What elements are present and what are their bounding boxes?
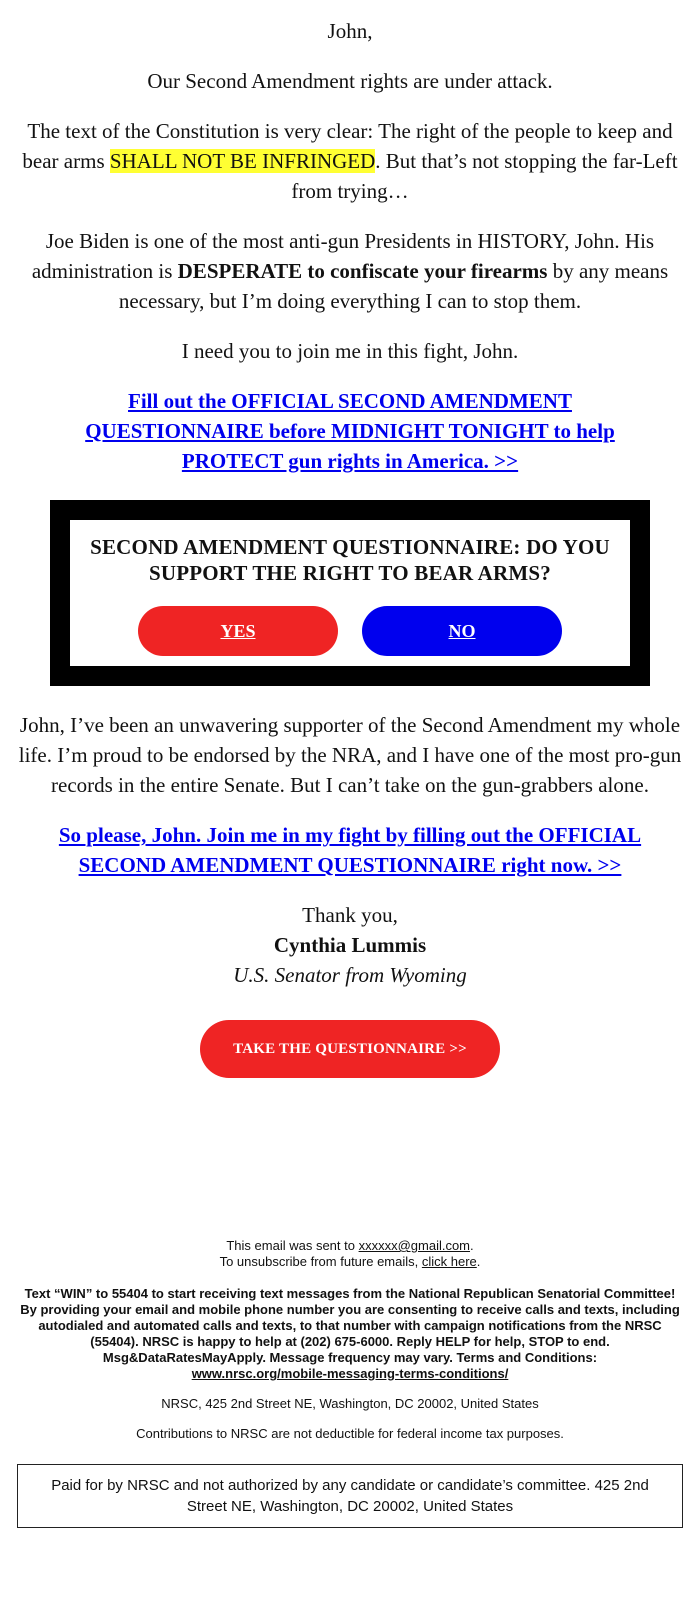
signature-thanks: Thank you, — [302, 903, 398, 927]
biden-bold-text: DESPERATE to confiscate your firearms — [177, 259, 548, 283]
paragraph-supporter: John, I’ve been an unwavering supporter of the Second Amendment my whole life. I’m proud to be endorsed by the NRA, and I have one of the most pro-gun records in the entire Senate. But I can’t take on the gun-grabbers alone. — [18, 713, 682, 797]
paragraph-biden — [10, 226, 690, 316]
biden-text-before: Joe Biden is one of the most anti-gun Presidents in HISTORY, John. His administration is — [31, 229, 655, 283]
highlight-shall-not-be-infringed: SHALL NOT BE INFRINGED — [109, 149, 376, 173]
sent-to-suffix: . — [470, 1238, 474, 1253]
take-questionnaire-button[interactable]: TAKE THE QUESTIONNAIRE >> — [200, 1020, 500, 1078]
unsubscribe-link[interactable]: click here — [421, 1254, 477, 1269]
questionnaire-link-top[interactable]: Fill out the OFFICIAL SECOND AMENDMENT QUESTIONNAIRE before MIDNIGHT TONIGHT to help PROTECT gun rights in America. >> — [85, 389, 615, 473]
greeting: John, — [327, 19, 373, 43]
questionnaire-box — [50, 500, 650, 686]
unsubscribe-prefix: To unsubscribe from future emails, — [219, 1254, 422, 1269]
sent-to-prefix: This email was sent to — [226, 1238, 359, 1253]
footer — [10, 1238, 690, 1528]
address-line: NRSC, 425 2nd Street NE, Washington, DC 20002, United States — [161, 1396, 539, 1411]
questionnaire-title: SECOND AMENDMENT QUESTIONNAIRE: DO YOU SUPPORT THE RIGHT TO BEAR ARMS? — [90, 535, 610, 585]
signature-title: U.S. Senator from Wyoming — [233, 963, 467, 987]
tax-note: Contributions to NRSC are not deductible for federal income tax purposes. — [136, 1426, 564, 1441]
signature-block — [10, 900, 690, 990]
questionnaire-inner — [70, 520, 630, 666]
paragraph-attack: Our Second Amendment rights are under attack. — [147, 69, 553, 93]
recipient-email-link[interactable]: xxxxxx@gmail.com — [358, 1238, 471, 1253]
biden-text-after: by any means necessary, but I’m doing everything I can to stop them. — [118, 259, 669, 313]
paragraph-constitution — [10, 116, 690, 206]
sms-terms — [10, 1286, 690, 1382]
link-paragraph-2 — [10, 820, 690, 880]
sms-terms-text: Text “WIN” to 55404 to start receiving text messages from the National Republican Senatorial Committee! By providing your email and mobile phone number you are consenting to receive calls and texts, including autodialed and automated calls and texts, to that number with campaign notifications from the NRSC (55404). NRSC is happy to help at (202) 675-6000. Reply HELP for help, STOP to end. Msg&DataRatesMayApply. Message frequency may vary. Terms and Conditions: — [20, 1286, 680, 1365]
unsubscribe-suffix: . — [476, 1254, 481, 1269]
answer-button-row — [70, 606, 630, 656]
paid-for-disclaimer: Paid for by NRSC and not authorized by any candidate or candidate’s committee. 425 2nd Street NE, Washington, DC 20002, United States — [17, 1464, 683, 1528]
terms-link[interactable]: www.nrsc.org/mobile-messaging-terms-conditions/ — [191, 1366, 509, 1381]
email-body — [10, 0, 690, 1528]
constitution-text-after: . But that’s not stopping the far-Left from trying… — [291, 149, 678, 203]
no-button[interactable]: NO — [362, 606, 562, 656]
signature-name: Cynthia Lummis — [273, 933, 427, 957]
paragraph-join: I need you to join me in this fight, John. — [181, 339, 519, 363]
constitution-text-before: The text of the Constitution is very clear: The right of the people to keep and bear arms — [22, 119, 673, 173]
link-paragraph-1 — [10, 386, 690, 476]
unsubscribe-line — [10, 1254, 690, 1270]
questionnaire-link-bottom[interactable]: So please, John. Join me in my fight by filling out the OFFICIAL SECOND AMENDMENT QUESTIONNAIRE right now. >> — [58, 823, 642, 877]
yes-button[interactable]: YES — [138, 606, 338, 656]
sent-to-line — [10, 1238, 690, 1254]
